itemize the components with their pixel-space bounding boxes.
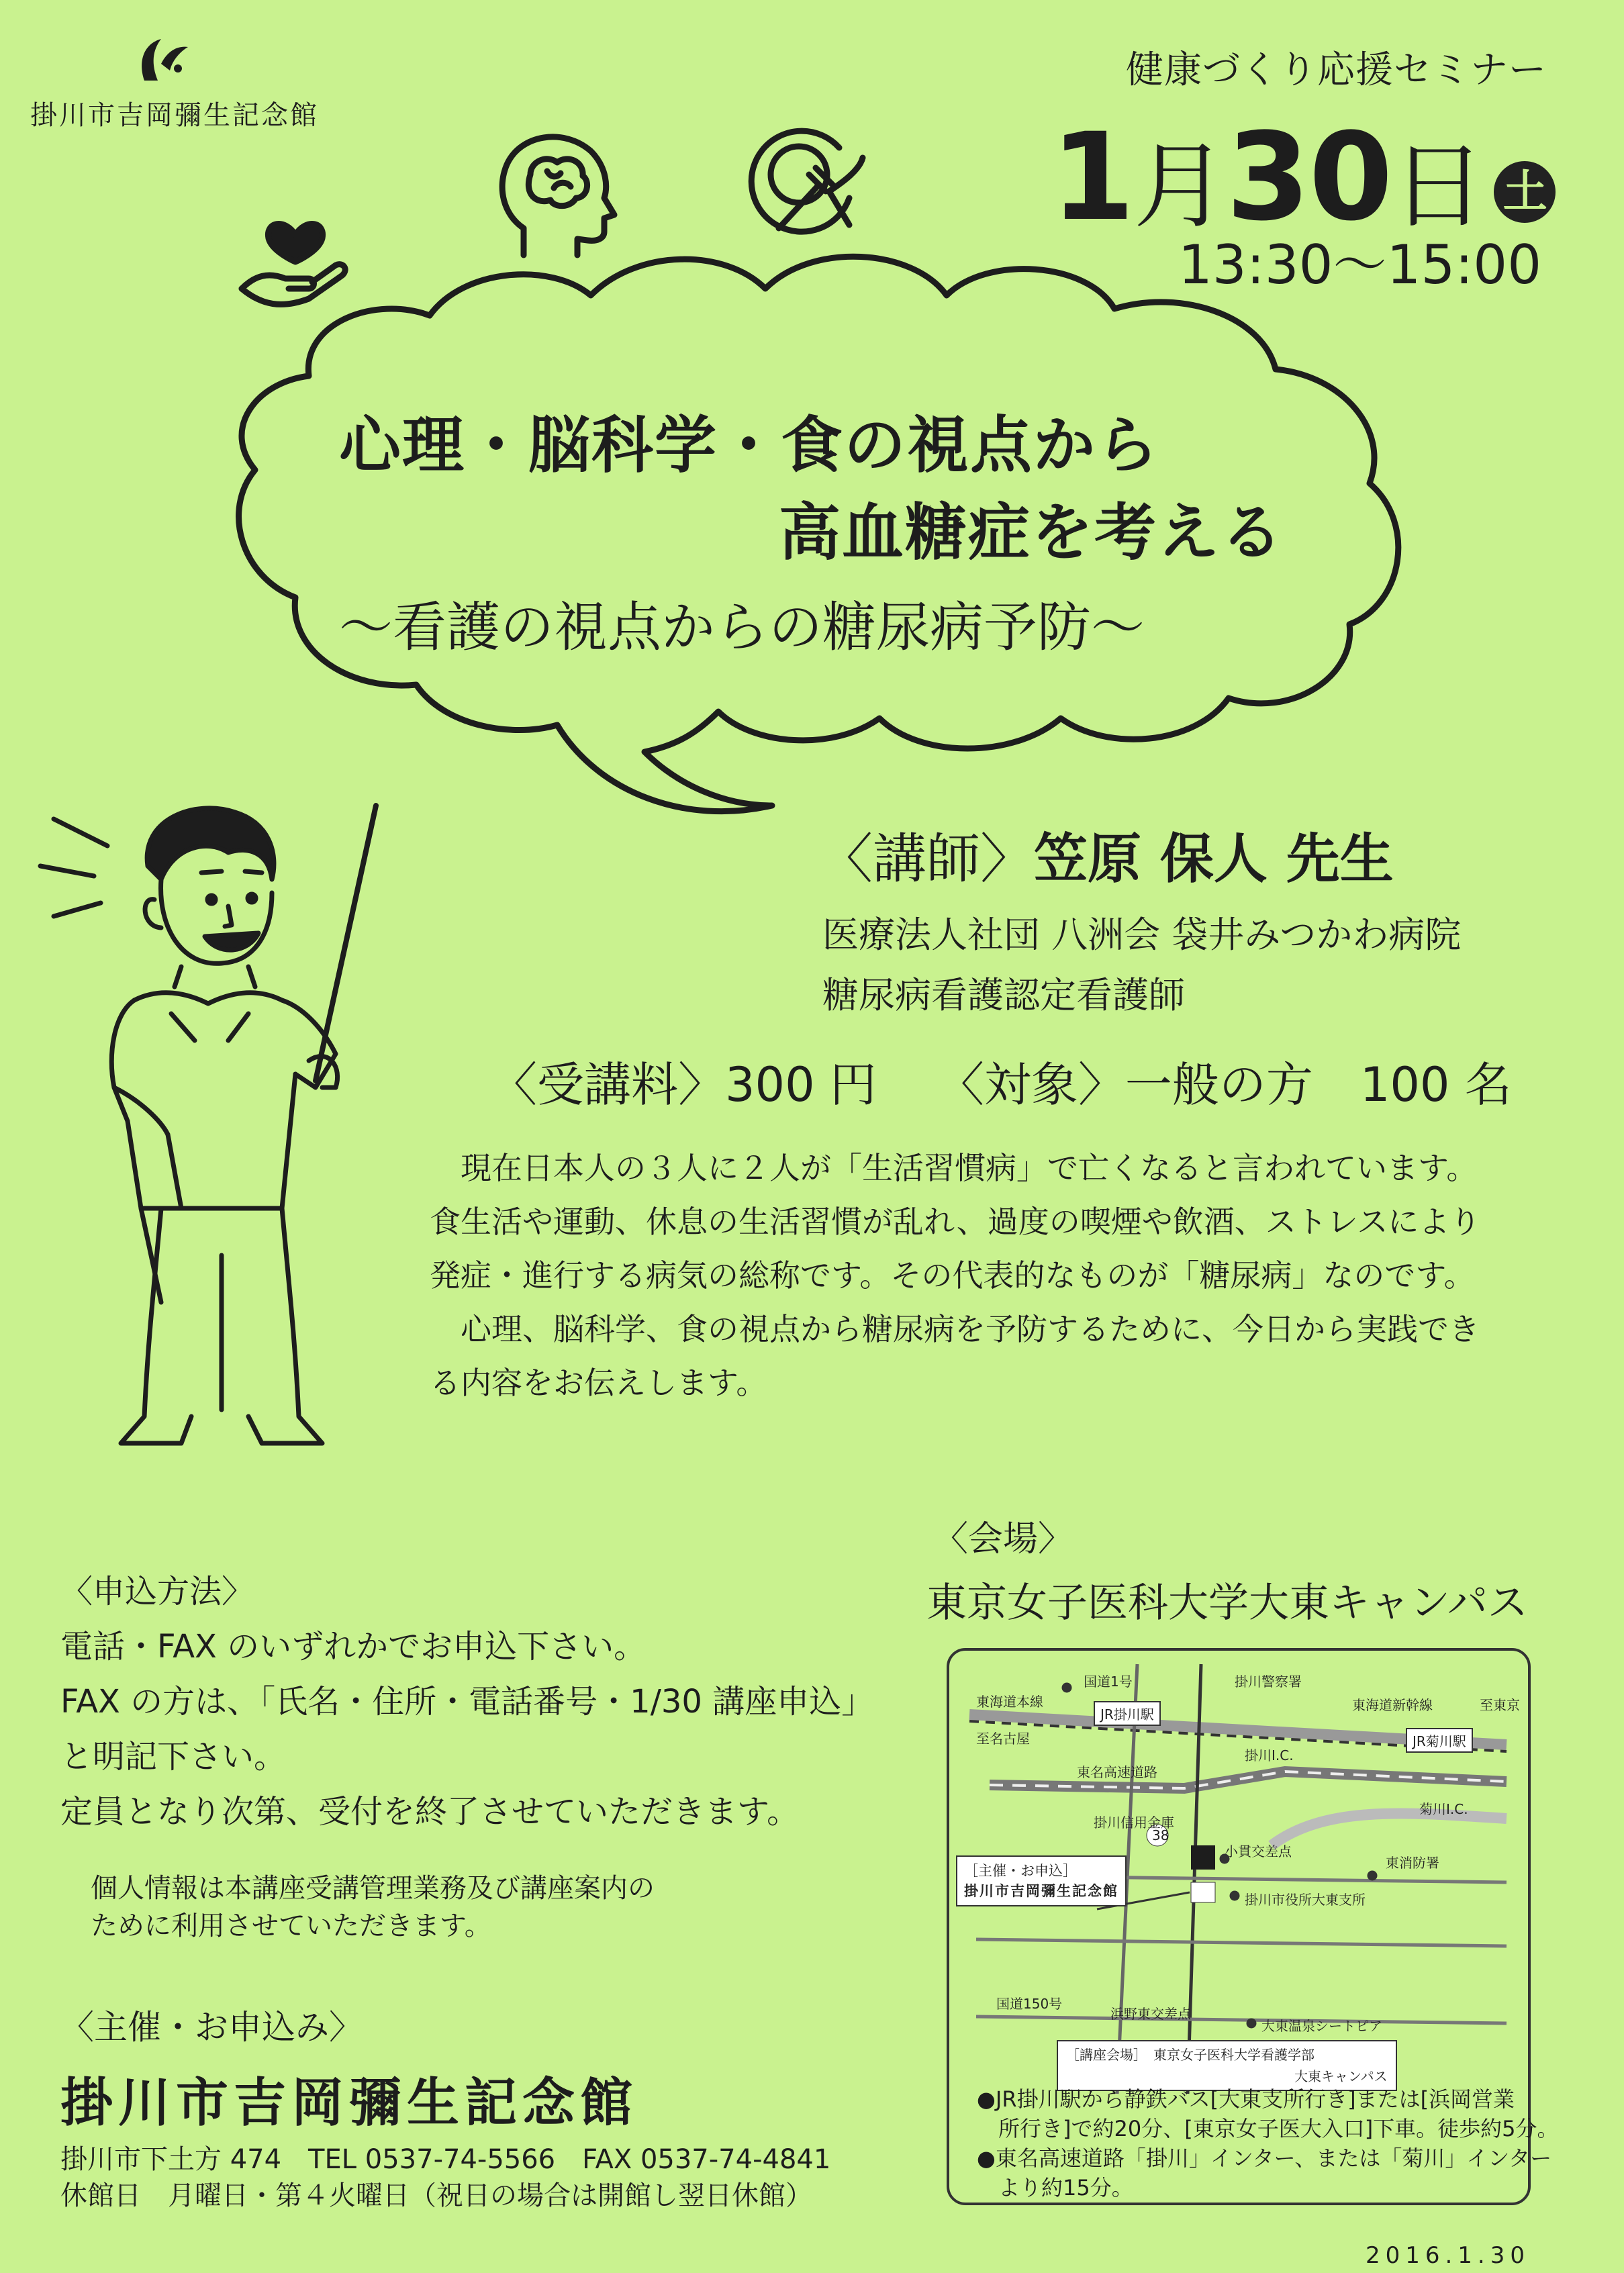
organizer-logo-text: 掛川市吉岡彌生記念館 — [30, 100, 319, 131]
map-label-branch-office: 掛川市役所大東支所 — [1245, 1892, 1366, 1908]
access-line: 所行き]で約20分、[東京女子医大入口]下車。徒歩約5分。 — [977, 2116, 1559, 2141]
map-label-fire-station: 東消防署 — [1386, 1855, 1439, 1871]
seminar-kicker: 健康づくり応援セミナー — [1126, 48, 1547, 92]
date-month-number: 1 — [1051, 107, 1134, 248]
application-line: と明記下さい。 — [60, 1738, 287, 1776]
description-line: 発症・進行する病気の総称です。その代表的なものが「糖尿病」なのです。 — [430, 1257, 1475, 1294]
description-line: 心理、脳科学、食の視点から糖尿病を予防するために、今日から実践でき — [461, 1311, 1480, 1347]
venue-heading: 〈会場〉 — [933, 1519, 1073, 1559]
application-heading: 〈申込方法〉 — [60, 1573, 254, 1610]
lecturer-name: 笠原 保人 先生 — [1034, 828, 1394, 890]
date-day-unit: 日 — [1391, 132, 1484, 242]
lecturer-line — [819, 816, 1394, 893]
map-label-to-nagoya: 至名古屋 — [976, 1731, 1030, 1747]
title-line-2: 高血糖症を考える — [779, 497, 1284, 569]
date-month-unit: 月 — [1133, 132, 1227, 242]
access-info — [977, 2084, 1559, 2203]
lecturer-affiliation-1: 医療法人社団 八洲会 袋井みつかわ病院 — [822, 914, 1462, 956]
map-label-shinkansen: 東海道新幹線 — [1352, 1697, 1433, 1713]
map-label-jr-kakegawa: JR掛川駅 — [1094, 1701, 1161, 1726]
access-line: より約15分。 — [977, 2175, 1133, 2201]
privacy-line: 個人情報は本講座受講管理業務及び講座案内の — [91, 1873, 655, 1904]
description-line: る内容をお伝えします。 — [430, 1365, 767, 1401]
map-label-kikugawa-ic: 菊川I.C. — [1419, 1801, 1468, 1817]
map-label-expressway: 東名高速道路 — [1077, 1764, 1157, 1780]
privacy-line: ために利用させていただきます。 — [91, 1911, 491, 1941]
map-label-bank: 掛川信用金庫 — [1094, 1815, 1174, 1831]
map-sponsor-box — [956, 1855, 1127, 1906]
map-venue-name-1: 東京女子医科大学看護学部 — [1153, 2047, 1315, 2063]
map-sponsor-name: 掛川市吉岡彌生記念館 — [964, 1883, 1118, 1899]
map-label-koguri: 小貫交差点 — [1225, 1843, 1292, 1859]
weekday-badge: 土 — [1494, 161, 1556, 223]
organizer-heading: 〈主催・お申込み〉 — [60, 2008, 363, 2047]
map-label-to-tokyo: 至東京 — [1480, 1697, 1520, 1713]
map-label-hot-spring: 大東温泉シートピア — [1261, 2018, 1382, 2034]
organizer-closed-days: 休館日 月曜日・第４火曜日（祝日の場合は開館し翌日休館） — [60, 2180, 812, 2211]
map-label-route38: 38 — [1152, 1827, 1169, 1843]
lecturer-affiliation-2: 糖尿病看護認定看護師 — [822, 974, 1185, 1016]
event-time: 13:30〜15:00 — [1178, 234, 1542, 296]
description-line: 現在日本人の３人に２人が「生活習慣病」で亡くなると言われています。 — [461, 1150, 1478, 1186]
description — [430, 1141, 1531, 1410]
application-section — [60, 1564, 873, 1839]
map-label-police: 掛川警察署 — [1235, 1674, 1302, 1690]
map-label-route1: 国道1号 — [1084, 1674, 1133, 1690]
fee-target-line — [490, 1047, 1512, 1115]
title-subtitle: 〜看護の視点からの糖尿病予防〜 — [339, 596, 1145, 659]
privacy-note — [91, 1870, 655, 1945]
target-value: 一般の方 100 名 — [1125, 1057, 1512, 1112]
map-label-kakegawa-ic: 掛川I.C. — [1245, 1747, 1294, 1763]
organizer-name: 掛川市吉岡彌生記念館 — [60, 2073, 638, 2133]
document-date: 2016.1.30 — [1365, 2242, 1530, 2269]
map-sponsor-tag: ［主催・お申込］ — [964, 1863, 1077, 1879]
map-venue-tag: ［講座会場］ — [1066, 2047, 1140, 2063]
application-line: 電話・FAX のいずれかでお申込下さい。 — [60, 1628, 647, 1665]
fee-label: 〈受講料〉 — [490, 1057, 725, 1112]
date-day-number: 30 — [1226, 107, 1392, 248]
organizer-address: 掛川市下土方 474 TEL 0537-74-5566 FAX 0537-74-4841 — [60, 2144, 831, 2175]
application-line: FAX の方は、「氏名・住所・電話番号・1/30 講座申込」 — [60, 1683, 874, 1721]
venue-name: 東京女子医科大学大東キャンパス — [926, 1580, 1528, 1627]
description-line: 食生活や運動、休息の生活習慣が乱れ、過度の喫煙や飲酒、ストレスにより — [430, 1204, 1481, 1240]
title-line-1: 心理・脳科学・食の視点から — [339, 409, 1160, 481]
application-line: 定員となり次第、受付を終了させていただきます。 — [60, 1793, 800, 1831]
map-label-jr-kikugawa: JR菊川駅 — [1406, 1728, 1473, 1753]
map-label-route150: 国道150号 — [996, 1996, 1063, 2012]
access-line: ●JR掛川駅から静鉄バス[大東支所行き]または[浜岡営業 — [977, 2086, 1515, 2112]
access-line: ●東名高速道路「掛川」インター、または「菊川」インター — [977, 2145, 1552, 2171]
organizer-contact — [60, 2141, 830, 2214]
target-label: 〈対象〉 — [937, 1057, 1125, 1112]
lecturer-label: 〈講師〉 — [819, 828, 1034, 890]
fee-value: 300 円 — [725, 1057, 877, 1112]
nurse-illustration — [27, 772, 430, 1497]
map-venue-box — [1057, 2040, 1397, 2091]
map-venue-name-2: 大東キャンパス — [1294, 2068, 1388, 2084]
map-label-tokaido-line: 東海道本線 — [976, 1694, 1043, 1710]
map-label-hamanohigashi: 浜野東交差点 — [1110, 2006, 1191, 2022]
